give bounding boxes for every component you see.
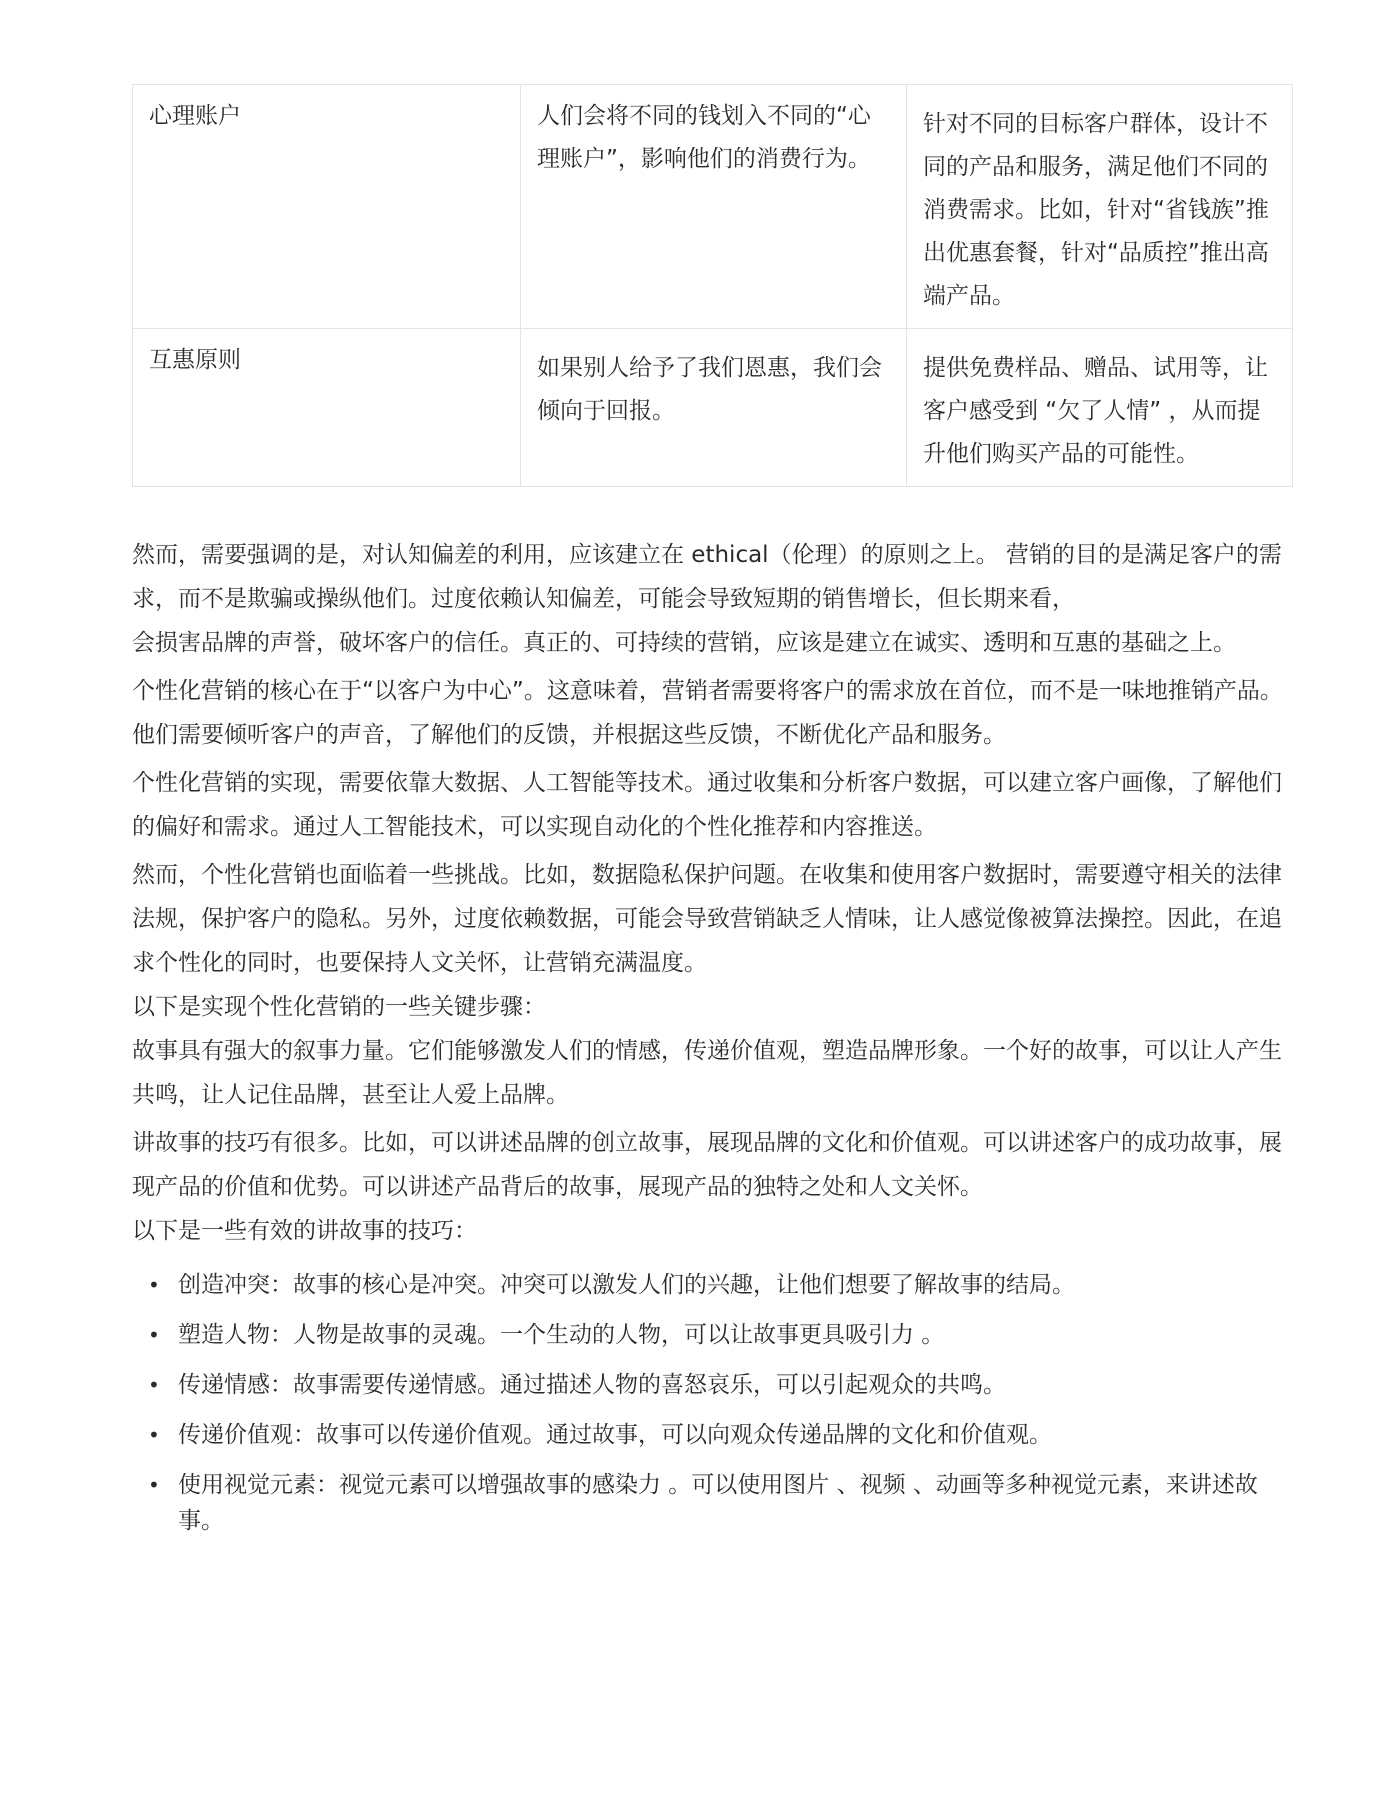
table-cell-desc: 人们会将不同的钱划入不同的“心理账户”，影响他们的消费行为。 xyxy=(521,85,907,329)
table-cell-application: 提供免费样品、赠品、试用等，让客户感受到 “欠了人情” ，从而提升他们购买产品的可能性。 xyxy=(907,329,1293,487)
list-item xyxy=(148,1267,1292,1303)
list-item xyxy=(148,1467,1292,1539)
table-cell-name: 心理账户 xyxy=(133,85,521,329)
cognitive-bias-table xyxy=(132,84,1293,487)
bullet-icon: • xyxy=(148,1323,160,1347)
list-item-text: 创造冲突：故事的核心是冲突。冲突可以激发人们的兴趣，让他们想要了解故事的结局。 xyxy=(178,1272,1075,1298)
paragraph: 以下是一些有效的讲故事的技巧： xyxy=(132,1218,477,1244)
paragraph: 然而，个性化营销也面临着一些挑战。比如，数据隐私保护问题。在收集和使用客户数据时，需要遵守相关的法律法规，保护客户的隐私。另外，过度依赖数据，可能会导致营销缺乏人情味，让人感觉像被算法操控。因此，在追求个性化的同时，也要保持人文关怀，让营销充满温度。 xyxy=(132,862,1282,976)
paragraph: 故事具有强大的叙事力量。它们能够激发人们的情感，传递价值观，塑造品牌形象。一个好的故事，可以让人产生共鸣，让人记住品牌，甚至让人爱上品牌。 xyxy=(132,1038,1282,1108)
paragraph: 以下是实现个性化营销的一些关键步骤： xyxy=(132,994,546,1020)
table-cell-desc: 如果别人给予了我们恩惠，我们会倾向于回报。 xyxy=(521,329,907,487)
list-item xyxy=(148,1317,1292,1353)
table-cell-name: 互惠原则 xyxy=(133,329,521,487)
bullet-icon: • xyxy=(148,1423,160,1447)
paragraph: 讲故事的技巧有很多。比如，可以讲述品牌的创立故事，展现品牌的文化和价值观。可以讲述客户的成功故事，展现产品的价值和优势。可以讲述产品背后的故事，展现产品的独特之处和人文关怀。 xyxy=(132,1130,1282,1200)
list-item xyxy=(148,1367,1292,1403)
list-item-text: 传递情感：故事需要传递情感。通过描述人物的喜怒哀乐，可以引起观众的共鸣。 xyxy=(178,1372,1006,1398)
paragraph: 会损害品牌的声誉，破坏客户的信任。真正的、可持续的营销，应该是建立在诚实、透明和互惠的基础之上。 xyxy=(132,630,1236,656)
list-item-text: 传递价值观：故事可以传递价值观。通过故事，可以向观众传递品牌的文化和价值观。 xyxy=(178,1422,1052,1448)
bullet-icon: • xyxy=(148,1373,160,1397)
bullet-icon: • xyxy=(148,1473,160,1497)
bullet-icon: • xyxy=(148,1273,160,1297)
paragraph: 个性化营销的核心在于“以客户为中心”。这意味着，营销者需要将客户的需求放在首位，而不是一味地推销产品。他们需要倾听客户的声音，了解他们的反馈，并根据这些反馈，不断优化产品和服务。 xyxy=(132,678,1283,748)
table-row xyxy=(133,85,1293,329)
storytelling-tips-list xyxy=(132,1267,1292,1539)
body-text xyxy=(132,533,1292,1253)
list-item-text: 塑造人物：人物是故事的灵魂。一个生动的人物，可以让故事更具吸引力 。 xyxy=(178,1322,945,1348)
paragraph: 个性化营销的实现，需要依靠大数据、人工智能等技术。通过收集和分析客户数据，可以建立客户画像，了解他们的偏好和需求。通过人工智能技术，可以实现自动化的个性化推荐和内容推送。 xyxy=(132,770,1282,840)
table-cell-application: 针对不同的目标客户群体，设计不同的产品和服务，满足他们不同的消费需求。比如，针对“省钱族”推出优惠套餐，针对“品质控”推出高端产品。 xyxy=(907,85,1293,329)
table-row xyxy=(133,329,1293,487)
list-item-text: 使用视觉元素：视觉元素可以增强故事的感染力 。可以使用图片 、视频 、动画等多种视觉元素，来讲述故事。 xyxy=(178,1472,1258,1534)
list-item xyxy=(148,1417,1292,1453)
document-content xyxy=(132,84,1292,1553)
paragraph: 然而，需要强调的是，对认知偏差的利用，应该建立在 ethical（伦理）的原则之上。 营销的目的是满足客户的需求，而不是欺骗或操纵他们。过度依赖认知偏差，可能会导致短期的销售增长，但长期来看， xyxy=(132,542,1282,612)
